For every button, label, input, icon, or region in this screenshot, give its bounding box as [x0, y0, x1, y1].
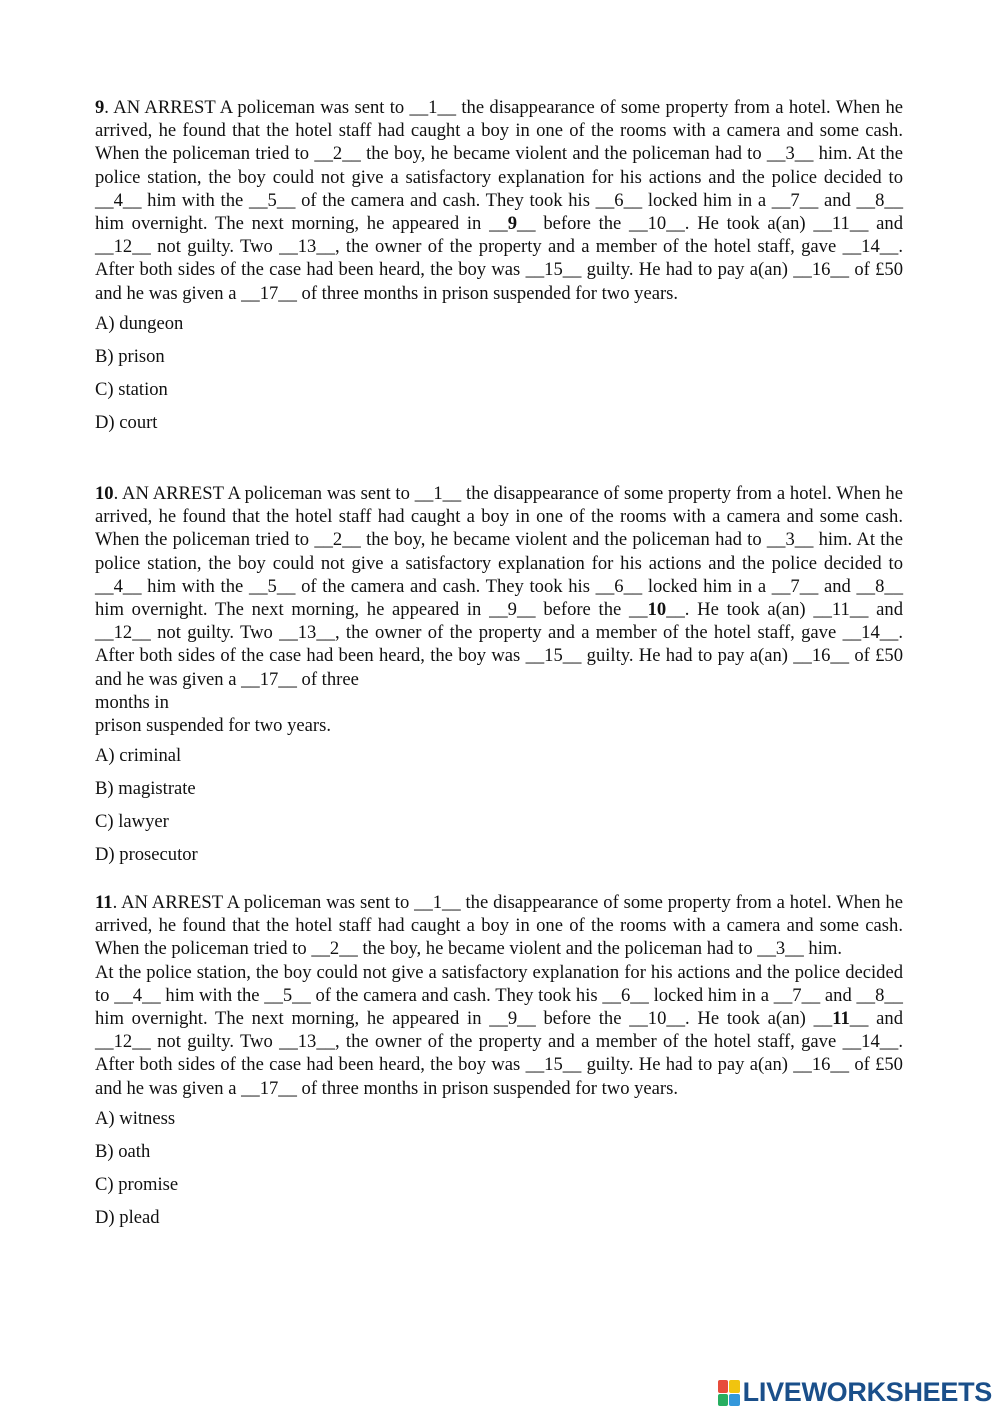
text-line: the boy was __15__ guilty. He had to pay a(an) __16__ of £50 and he was given a __17__ of three	[95, 645, 903, 690]
question-number: 10	[95, 483, 114, 504]
text-line: decided to __4__ him with the __5__ of the camera and cash. They took his __6__ locked him in a	[95, 961, 904, 1006]
options-list	[95, 312, 903, 434]
option-a[interactable]: A) criminal	[95, 745, 182, 767]
text-line: __7__ and __8__ him overnight. The next morning, he appeared in __9__ before the __10__. He	[95, 984, 903, 1030]
option-a[interactable]: A) dungeon	[95, 312, 184, 334]
bold-blank: 10	[647, 599, 667, 621]
option-c[interactable]: C) promise	[95, 1173, 179, 1195]
question-11	[95, 891, 903, 1229]
text-line: and some cash. When the policeman tried to __2__ the boy, he became violent and the policeman	[95, 915, 903, 960]
question-11-text: 11. AN ARREST A policeman was sent to __1__ the disappearance of some property from a hotel. When he arrived, he found that the hotel staff had caught a boy in one of the rooms with a camera and some cash. When the policeman tried to __2__ the boy, he became violent and the policeman had to __3__ him. At the police station, the boy could not give a satisfactory explanation for his actions and the police decided to __4__ him with the __5__ of the camera and cash. They took his __6__ locked him in a __7__ and __8__ him overnight. The next morning, he appeared in __9__ before the __10__. He took a(an) __11__ and __12__ not guilty. Two __13__, the owner of the property and a member of the hotel staff, gave __14__. After both sides of the case had been heard, the boy was __15__ guilty. He had to pay a(an) __16__ of £50 and he was given a __17__ of three months in prison suspended for two years.	[95, 892, 904, 1099]
option-b[interactable]: B) magistrate	[95, 778, 196, 800]
text-line: actions and the police decided to __4__ him with the __5__ of the camera and cash. They took his	[95, 166, 904, 211]
option-c[interactable]: C) station	[95, 378, 168, 400]
text-line: AN ARREST A policeman was sent to __1__ the disappearance of some property from a hotel.	[122, 483, 832, 504]
logo-text: LIVEWORKSHEETS	[742, 1377, 992, 1408]
option-d[interactable]: D) court	[95, 411, 158, 433]
question-10-text: 10. AN ARREST A policeman was sent to __1__ the disappearance of some property from a hotel. When he arrived, he found that the hotel staff had caught a boy in one of the rooms with a camera and some cash. When the policeman tried to __2__ the boy, he became violent and the policeman had to __3__ him. At the police station, the boy could not give a satisfactory explanation for his actions and the police decided to __4__ him with the __5__ of the camera and cash. They took his __6__ locked him in a __7__ and __8__ him overnight. The next morning, he appeared in __9__ before the __10__. He took a(an) __11__ and __12__ not guilty. Two __13__, the owner of the property and a member of the hotel staff, gave __14__. After both sides of the case had been heard, the boy was __15__ guilty. He had to pay a(an) __16__ of £50 and he was given a __17__ of three months in prison suspended for two years.	[95, 483, 904, 737]
question-number: 11	[95, 892, 113, 913]
option-d[interactable]: D) prosecutor	[95, 844, 198, 866]
option-a[interactable]: A) witness	[95, 1107, 176, 1129]
options-list	[95, 744, 903, 866]
question-10	[95, 482, 903, 866]
text-line: actions and the police decided to __4__ him with the __5__ of the camera and cash. They took his	[95, 552, 904, 597]
question-number: 9	[95, 97, 105, 118]
text-line: He had to pay a(an) __16__ of £50 and he was given a __17__ of three months in prison suspended	[95, 1054, 903, 1099]
text-line: before the __10__. He took a(an) __11__ and __12__ not guilty. Two __13__, the owner of the	[95, 213, 904, 258]
text-line: AN ARREST A policeman was sent to __1__ the disappearance of some property from a hotel.	[113, 97, 831, 118]
liveworksheets-logo	[718, 1379, 992, 1407]
text-line: __ and __12__ not guilty. Two __13__, the owner of the property and a member of	[95, 1008, 903, 1053]
text-line: for two years.	[575, 1077, 679, 1099]
text-line: months in	[95, 691, 169, 713]
text-line: had to __3__ him. At the police station, the boy could not give a satisfactory explanation for his	[95, 143, 903, 188]
text-line: __6__ locked him in a __7__ and __8__ him overnight. The next morning, he appeared in __9__	[95, 575, 903, 621]
text-line: When he arrived, he found that the hotel staff had caught a boy in one of the rooms with a camera	[95, 97, 904, 142]
text-line: __6__ locked him in a __7__ and __8__ him overnight. The next morning, he appeared in __	[95, 189, 903, 235]
text-line: AN ARREST A policeman was sent to __1__ the disappearance of some property from a hotel.	[121, 892, 832, 913]
option-d[interactable]: D) plead	[95, 1206, 160, 1228]
text-line: and some cash. When the policeman tried to __2__ the boy, he became violent and the policeman	[95, 506, 903, 551]
bold-blank: 9	[507, 213, 517, 235]
text-line: When he arrived, he found that the hotel staff had caught a boy in one of the rooms with a camera	[95, 483, 903, 528]
text-line: before the __	[543, 599, 648, 621]
option-c[interactable]: C) lawyer	[95, 811, 169, 833]
bold-blank: 11	[832, 1008, 850, 1030]
option-b[interactable]: B) prison	[95, 345, 165, 367]
text-line: property and a member of the hotel staff, gave __14__. After both sides of the case had been heard,	[95, 622, 903, 667]
text-line: the hotel staff, gave __14__. After both sides of the case had been heard, the boy was __15__ guilty.	[95, 1031, 903, 1076]
text-line: the boy was __15__ guilty. He had to pay a(an) __16__ of £50 and he was given a __17__ of three	[95, 259, 903, 304]
text-line: had to __3__ him.	[706, 938, 843, 960]
text-line: __. He took a(an) __11__ and __12__ not guilty. Two __13__, the owner of the	[95, 599, 903, 644]
text-line: took a(an) __	[726, 1008, 833, 1030]
option-b[interactable]: B) oath	[95, 1140, 151, 1162]
text-line: and some cash. When the policeman tried to __2__ the boy, he became violent and the policeman	[95, 120, 903, 165]
text-line: months in prison suspended for two years.	[363, 282, 679, 304]
question-9-text: 9. AN ARREST A policeman was sent to __1__ the disappearance of some property from a hotel. When he arrived, he found that the hotel staff had caught a boy in one of the rooms with a camera and some cash. When the policeman tried to __2__ the boy, he became violent and the policeman had to __3__ him. At the police station, the boy could not give a satisfactory explanation for his actions and the police decided to __4__ him with the __5__ of the camera and cash. They took his __6__ locked him in a __7__ and __8__ him overnight. The next morning, he appeared in __9__ before the __10__. He took a(an) __11__ and __12__ not guilty. Two __13__, the owner of the property and a member of the hotel staff, gave __14__. After both sides of the case had been heard, the boy was __15__ guilty. He had to pay a(an) __16__ of £50 and he was given a __17__ of three months in prison suspended for two years.	[95, 97, 904, 304]
options-list	[95, 1107, 903, 1229]
text-line: had to __3__ him. At the police station, the boy could not give a satisfactory explanation for his	[95, 529, 903, 574]
logo-mark-icon	[718, 1380, 740, 1406]
question-9	[95, 96, 903, 434]
text-line: At the police station, the boy could not give a satisfactory explanation for his actions and the police	[95, 961, 841, 983]
text-line: property and a member of the hotel staff, gave __14__. After both sides of the case had been heard,	[95, 236, 903, 281]
text-line: prison suspended for two years.	[95, 715, 331, 737]
text-line: When he arrived, he found that the hotel staff had caught a boy in one of the rooms with a camera	[95, 892, 903, 937]
